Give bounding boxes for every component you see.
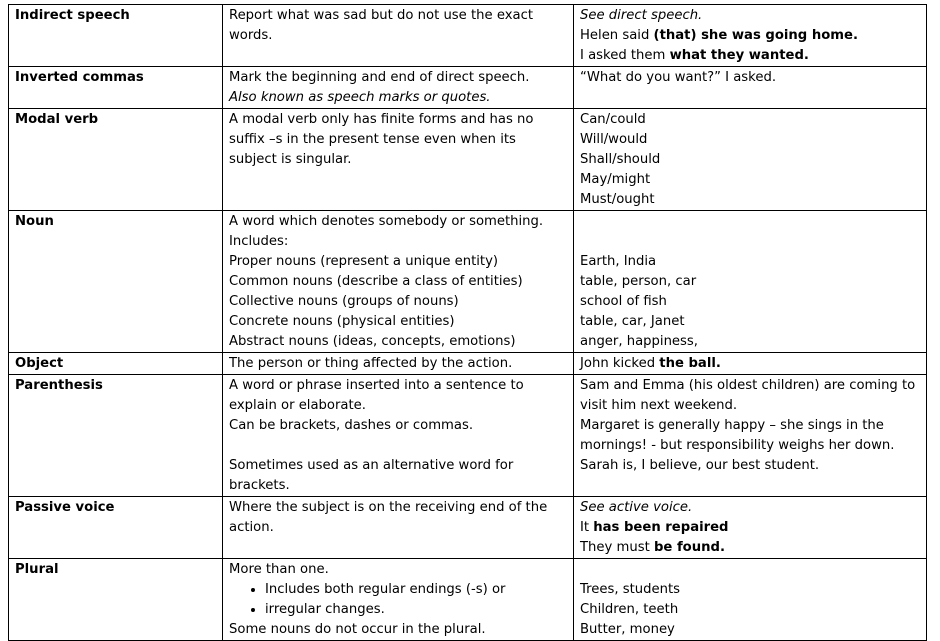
table-row	[9, 211, 927, 353]
table-row	[9, 497, 927, 559]
example-line	[580, 46, 920, 66]
definition-cell	[223, 497, 574, 559]
example-line: table, car, Janet	[580, 314, 685, 329]
example-line	[580, 560, 920, 580]
example-plain: Helen said	[580, 28, 654, 43]
definition-text: Where the subject is on the receiving end of the action.	[229, 500, 548, 535]
example-line: Can/could	[580, 112, 646, 127]
example-line	[580, 354, 920, 374]
example-line	[580, 518, 920, 538]
definition-text: Some nouns do not occur in the plural.	[229, 622, 486, 637]
example-bold: be found.	[653, 540, 725, 555]
example-line: “What do you want?” I asked.	[580, 70, 777, 85]
definition-text: A modal verb only has finite forms and has no suffix –s in the present tense even when its subject is singular.	[229, 112, 534, 167]
definition-cell	[223, 67, 574, 109]
table-row	[9, 109, 927, 211]
term-cell: Inverted commas	[9, 67, 223, 109]
term-cell: Indirect speech	[9, 5, 223, 67]
definition-text: Sometimes used as an alternative word for brackets.	[229, 458, 514, 493]
example-cell	[574, 211, 927, 353]
example-line: table, person, car	[580, 274, 697, 289]
definition-cell	[223, 353, 574, 375]
definition-cell	[223, 5, 574, 67]
example-line: Margaret is generally happy – she sings in the mornings! - but responsibility weighs her down.	[580, 418, 895, 453]
table-row	[9, 353, 927, 375]
definition-text: A word or phrase inserted into a sentence to explain or elaborate.	[229, 378, 524, 413]
definition-text: Includes:	[229, 234, 289, 249]
example-bold: (that) she was going home.	[653, 28, 858, 43]
table-row	[9, 559, 927, 641]
glossary-table	[8, 4, 927, 641]
list-item: • irregular changes.	[265, 600, 567, 620]
definition-text: Report what was sad but do not use the exact words.	[229, 8, 534, 43]
term-cell: Noun	[9, 211, 223, 353]
example-cell	[574, 559, 927, 641]
definition-text: Abstract nouns (ideas, concepts, emotions)	[229, 334, 516, 349]
definition-note: Also known as speech marks or quotes.	[229, 90, 491, 105]
example-bold: has been repaired	[593, 520, 729, 535]
example-bold: what they wanted.	[669, 48, 809, 63]
definition-text: Common nouns (describe a class of entities)	[229, 274, 523, 289]
term-cell: Passive voice	[9, 497, 223, 559]
table-row	[9, 375, 927, 497]
term-cell: Object	[9, 353, 223, 375]
definition-cell	[223, 559, 574, 641]
example-line	[580, 232, 920, 252]
table-row	[9, 67, 927, 109]
example-plain: John kicked	[580, 356, 660, 371]
definition-text: Mark the beginning and end of direct speech.	[229, 70, 530, 85]
example-cell	[574, 109, 927, 211]
term-cell: Plural	[9, 559, 223, 641]
term-cell: Modal verb	[9, 109, 223, 211]
list-item: • Includes both regular endings (-s) or	[265, 580, 567, 600]
definition-cell	[223, 109, 574, 211]
example-bold: the ball.	[659, 356, 721, 371]
example-cell	[574, 497, 927, 559]
example-plain: It	[580, 520, 594, 535]
definition-cell	[223, 375, 574, 497]
definition-text	[229, 436, 567, 456]
example-line: anger, happiness,	[580, 334, 698, 349]
table-row	[9, 5, 927, 67]
example-plain: They must	[580, 540, 654, 555]
example-line	[580, 538, 920, 558]
example-cell	[574, 5, 927, 67]
definition-text: The person or thing affected by the action.	[229, 356, 513, 371]
term-cell: Parenthesis	[9, 375, 223, 497]
example-cell	[574, 375, 927, 497]
example-line: Sarah is, I believe, our best student.	[580, 458, 820, 473]
example-line: Trees, students	[580, 582, 681, 597]
example-line: Must/ought	[580, 192, 655, 207]
example-line: Butter, money	[580, 622, 675, 637]
definition-text: Proper nouns (represent a unique entity)	[229, 254, 499, 269]
definition-cell	[223, 211, 574, 353]
example-line: Children, teeth	[580, 602, 679, 617]
example-line: Earth, India	[580, 254, 657, 269]
example-line: Shall/should	[580, 152, 661, 167]
example-line: May/might	[580, 172, 651, 187]
example-line	[580, 26, 920, 46]
definition-text: Can be brackets, dashes or commas.	[229, 418, 474, 433]
example-plain: I asked them	[580, 48, 670, 63]
example-line: See direct speech.	[580, 8, 703, 23]
example-line: Sam and Emma (his oldest children) are coming to visit him next weekend.	[580, 378, 916, 413]
example-cell	[574, 67, 927, 109]
example-line	[580, 212, 920, 232]
definition-text: Concrete nouns (physical entities)	[229, 314, 455, 329]
example-line: school of fish	[580, 294, 667, 309]
definition-text: Collective nouns (groups of nouns)	[229, 294, 459, 309]
example-line: See active voice.	[580, 500, 693, 515]
example-line: Will/would	[580, 132, 648, 147]
definition-text: A word which denotes somebody or something.	[229, 214, 544, 229]
definition-bullet-list	[229, 580, 567, 620]
definition-text: More than one.	[229, 562, 329, 577]
example-cell	[574, 353, 927, 375]
